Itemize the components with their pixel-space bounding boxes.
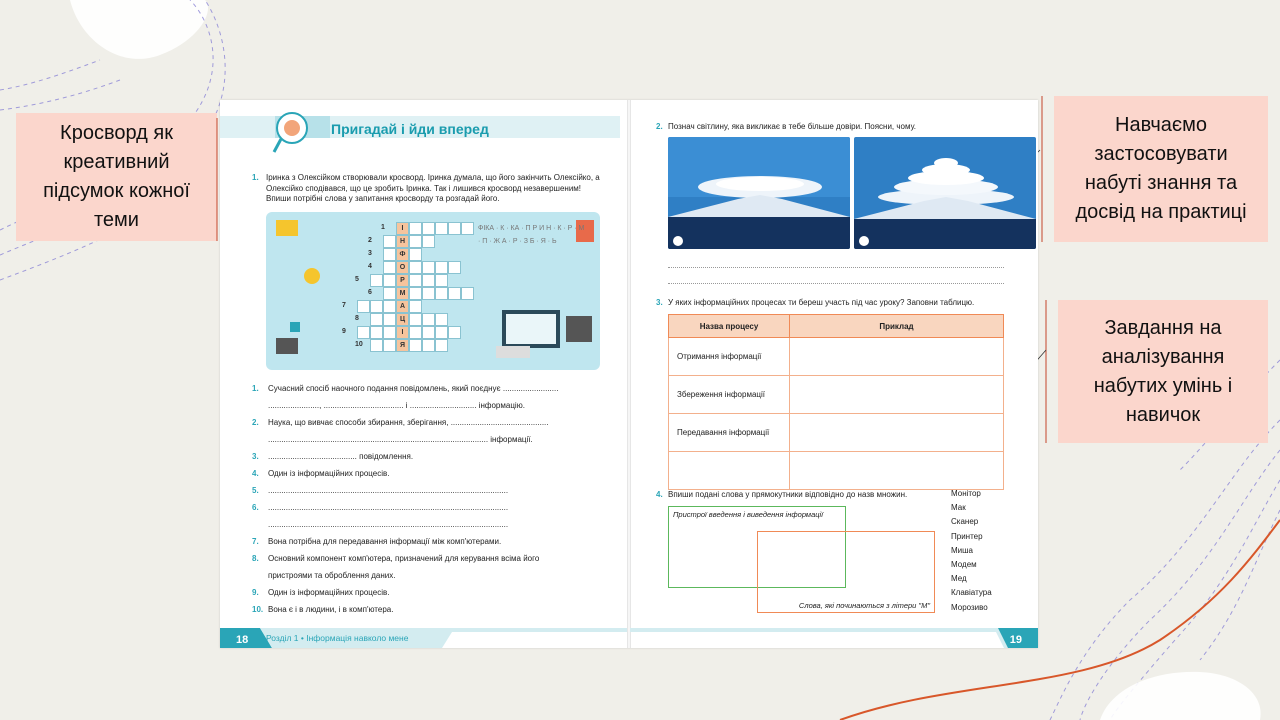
question-text: Вона потрібна для передавання інформації між комп'ютерами.	[268, 537, 502, 546]
crossword-cell[interactable]	[435, 274, 448, 287]
crossword-cell[interactable]	[370, 339, 383, 352]
questions-list	[252, 380, 612, 618]
crossword-key-cell: Ф	[396, 248, 409, 261]
set-b-label: Слова, які починаються з літери "М"	[798, 601, 930, 610]
crossword-cell[interactable]	[448, 287, 461, 300]
word-item[interactable]: Принтер	[951, 531, 983, 541]
question-item	[252, 533, 612, 550]
question-item	[252, 465, 612, 482]
crossword-cell[interactable]	[422, 287, 435, 300]
crossword-key-cell: О	[396, 261, 409, 274]
right-page	[630, 100, 1038, 648]
crossword-key-cell: Р	[396, 274, 409, 287]
question-text: Один із інформаційних процесів.	[268, 588, 390, 597]
crossword-row-number: 5	[355, 276, 359, 283]
question-number: 6.	[252, 503, 259, 512]
table-header: Приклад	[790, 315, 1004, 338]
question-text: ........................................ повідомлення.	[268, 452, 414, 461]
table-cell[interactable]	[790, 414, 1004, 452]
question-text: ................................................................................................... інформації.	[268, 435, 533, 444]
task2-text: Познач світлину, яка викликає в тебе більше довіри. Поясни, чому.	[668, 122, 916, 131]
question-item	[252, 397, 612, 414]
footer-text: Розділ 1 • Інформація навколо мене	[266, 633, 409, 643]
question-text: Вона є і в людини, і в комп'ютера.	[268, 605, 394, 614]
crossword-row-number: 1	[381, 224, 385, 231]
crossword-cell[interactable]	[383, 339, 396, 352]
crossword-cell[interactable]	[409, 339, 422, 352]
crossword-key-cell: Я	[396, 339, 409, 352]
crossword-cell[interactable]	[357, 300, 370, 313]
crossword-hints: ФІКА · К · КА · П Р И Н · К · Р · М · П · Ж А · Р · З Б · Я · Ь	[478, 225, 585, 245]
question-item	[252, 448, 612, 465]
crossword-row-number: 2	[368, 237, 372, 244]
word-item[interactable]: Модем	[951, 559, 977, 569]
crossword-cell[interactable]	[435, 326, 448, 339]
crossword-cell[interactable]	[448, 222, 461, 235]
crossword-cell[interactable]	[383, 313, 396, 326]
question-item	[252, 601, 612, 618]
question-item	[252, 499, 612, 516]
question-text: ............................................................................................................	[268, 486, 509, 495]
crossword-cell[interactable]	[409, 313, 422, 326]
word-item[interactable]: Монітор	[951, 489, 981, 498]
table-cell[interactable]	[669, 452, 790, 490]
right-footer	[630, 628, 1038, 648]
question-text: Основний компонент комп'ютера, призначений для керування всіма його	[268, 554, 540, 563]
callout-text: Кросворд як креативний підсумок кожної теми	[43, 122, 190, 231]
processes-table	[668, 314, 1004, 490]
crossword-cell[interactable]	[357, 326, 370, 339]
answer-line[interactable]	[668, 283, 1004, 284]
crossword-cell[interactable]	[448, 261, 461, 274]
crossword-cell[interactable]	[409, 248, 422, 261]
page-number: 18	[236, 634, 249, 646]
word-item[interactable]: Миша	[951, 545, 973, 555]
crossword-cell[interactable]	[435, 222, 448, 235]
left-page	[220, 100, 628, 648]
textbook-spread	[220, 100, 1038, 648]
table-row	[669, 376, 1004, 414]
crossword-cell[interactable]	[435, 261, 448, 274]
crossword-cell[interactable]	[409, 287, 422, 300]
crossword-key-cell: Н	[396, 235, 409, 248]
question-number: 1.	[252, 384, 259, 393]
question-number: 8.	[252, 554, 259, 563]
crossword-key-cell: А	[396, 300, 409, 313]
task-number: 3.	[656, 298, 663, 307]
word-item[interactable]: Мед	[951, 574, 967, 584]
crossword-key-cell: І	[396, 326, 409, 339]
set-b-box[interactable]	[757, 531, 935, 613]
question-item	[252, 414, 612, 431]
question-item	[252, 482, 612, 499]
crossword-cell[interactable]	[383, 300, 396, 313]
crossword-cell[interactable]	[461, 222, 474, 235]
crossword-cell[interactable]	[383, 326, 396, 339]
crossword-cell[interactable]	[370, 313, 383, 326]
crossword-row-number: 8	[355, 315, 359, 322]
crossword-row-number: 9	[342, 328, 346, 335]
crossword-cell[interactable]	[409, 326, 422, 339]
crossword-row-number: 4	[368, 263, 372, 270]
callout-text: Навчаємо застосовувати набуті знання та досвід на практиці	[1075, 114, 1247, 223]
question-text: Сучасний спосіб наочного подання повідомлень, який поєднує .........................	[268, 384, 559, 393]
crossword-cell[interactable]	[409, 274, 422, 287]
crossword-cell[interactable]	[422, 274, 435, 287]
crossword-row-number: 10	[355, 341, 363, 348]
crossword-cell[interactable]	[422, 313, 435, 326]
question-item	[252, 584, 612, 601]
task1-text: Іринка з Олексійком створювали кросворд. Іринка думала, що його закінчить Олексійко, а Олексійко сподівався, що це зробить Іринка. Так і лишився кросворд незавершеним! Впиши потрібні слова у запитання кросворду та розгадай його.	[266, 173, 600, 203]
word-item[interactable]: Сканер	[951, 517, 979, 527]
question-number: 2.	[252, 418, 259, 427]
question-item	[252, 431, 612, 448]
crossword-cell[interactable]	[370, 326, 383, 339]
table-cell: Передавання інформації	[669, 414, 790, 452]
task3-text: У яких інформаційних процесах ти береш участь під час уроку? Заповни таблицю.	[668, 298, 975, 307]
table-row	[669, 414, 1004, 452]
crossword-cell[interactable]	[435, 339, 448, 352]
crossword-key-cell: І	[396, 222, 409, 235]
table-header: Назва процесу	[669, 315, 790, 338]
table-row	[669, 338, 1004, 376]
question-number: 9.	[252, 588, 259, 597]
question-item	[252, 516, 612, 533]
crossword-cell[interactable]	[422, 222, 435, 235]
crossword-cell[interactable]	[422, 326, 435, 339]
crossword-cell[interactable]	[383, 274, 396, 287]
crossword-row-number: 7	[342, 302, 346, 309]
word-list	[951, 489, 992, 617]
crossword-cell[interactable]	[383, 248, 396, 261]
question-text: ............................................................................................................	[268, 520, 509, 529]
question-text: ......................., .................................... і .............................. інформацію.	[268, 401, 525, 410]
question-item	[252, 567, 612, 584]
task-number: 1.	[252, 173, 259, 182]
word-item[interactable]: Мак	[951, 503, 966, 513]
table-cell: Збереження інформації	[669, 376, 790, 414]
left-footer	[220, 628, 628, 648]
page-number: 19	[1009, 634, 1022, 646]
crossword-cell[interactable]	[422, 261, 435, 274]
task-number: 4.	[656, 490, 663, 499]
crossword-cell[interactable]	[409, 261, 422, 274]
crossword-cell[interactable]	[435, 313, 448, 326]
question-text: Наука, що вивчає способи збирання, зберігання, ............................................	[268, 418, 549, 427]
task-number: 2.	[656, 122, 663, 131]
crossword-cell[interactable]	[409, 235, 422, 248]
question-number: 7.	[252, 537, 259, 546]
table-cell[interactable]	[790, 452, 1004, 490]
cloud-photo-right	[854, 137, 1036, 249]
crossword-cell[interactable]	[383, 287, 396, 300]
crossword-row-number: 3	[368, 250, 372, 257]
crossword-cell[interactable]	[409, 222, 422, 235]
task4-text: Впиши подані слова у прямокутники відповідно до назв множин.	[668, 490, 908, 499]
crossword-cell[interactable]	[461, 287, 474, 300]
crossword-cell[interactable]	[370, 274, 383, 287]
callout-text: Завдання на аналізування набутих умінь і навичок	[1093, 316, 1233, 426]
question-item	[252, 550, 612, 567]
question-number: 10.	[252, 605, 264, 614]
table-cell[interactable]	[790, 376, 1004, 414]
question-text: пристроями та оброблення даних.	[268, 571, 396, 580]
question-text: Один із інформаційних процесів.	[268, 469, 390, 478]
table-cell: Отримання інформації	[669, 338, 790, 376]
word-item[interactable]: Клавіатура	[951, 588, 992, 598]
set-a-label: Пристрої введення і виведення інформації	[673, 510, 823, 519]
question-number: 5.	[252, 486, 259, 495]
answer-line[interactable]	[668, 267, 1004, 268]
crossword-cell[interactable]	[409, 300, 422, 313]
crossword-cell[interactable]	[448, 326, 461, 339]
crossword-row-number: 6	[368, 289, 372, 296]
crossword-grid	[266, 212, 600, 370]
section-title: Пригадай і йди вперед	[331, 121, 489, 137]
crossword-key-cell: М	[396, 287, 409, 300]
crossword-cell[interactable]	[370, 300, 383, 313]
crossword-cell[interactable]	[383, 261, 396, 274]
question-text: ............................................................................................................	[268, 503, 509, 512]
crossword-cell[interactable]	[422, 235, 435, 248]
question-number: 4.	[252, 469, 259, 478]
word-item[interactable]: Морозиво	[951, 602, 988, 612]
table-cell[interactable]	[790, 338, 1004, 376]
question-item	[252, 380, 612, 397]
crossword-cell[interactable]	[435, 287, 448, 300]
cloud-photo-left	[668, 137, 850, 249]
crossword-cell[interactable]	[383, 235, 396, 248]
crossword-key-cell: Ц	[396, 313, 409, 326]
question-number: 3.	[252, 452, 259, 461]
crossword-cell[interactable]	[422, 339, 435, 352]
table-row	[669, 452, 1004, 490]
